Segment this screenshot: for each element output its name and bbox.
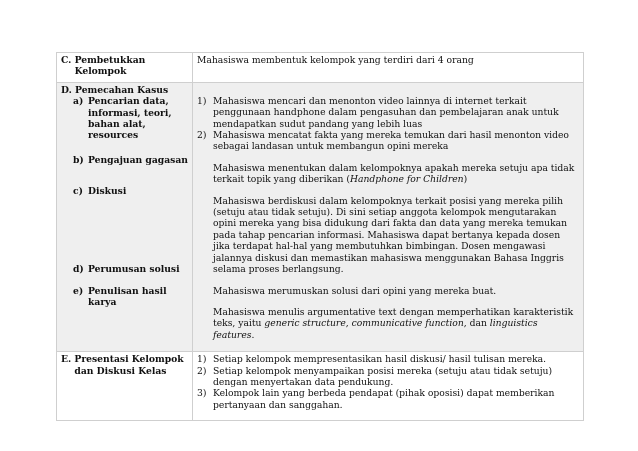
row-e-label — [57, 352, 193, 421]
row-c-label-line1: Pembetukkan — [74, 55, 146, 66]
row-e — [57, 352, 584, 421]
a-item-1-num: 1) — [197, 95, 207, 107]
a-item-2-text: Mahasiswa mencatat fakta yang mereka temukan dari hasil menonton video sebagai landasan untuk membangun opini mereka — [213, 130, 569, 153]
sub-e-label: Penulisan hasil karya — [88, 286, 167, 309]
c-text: Mahasiswa berdiskusi dalam kelompoknya terkait posisi yang mereka pilih (setuju atau tidak setuju). Di sini setiap anggota kelompok mengutarakan opini mereka yang bisa didukung dari fakta dan data yang mereka temukan pada tahap pencarian informasi. Mahasiswa dapat bertanya kepada dosen jika terdapat hal-hal yang membutuhkan bimbingan. Dosen mengawasi jalannya diskusi dan memastikan mahasiswa menggunakan Bahasa Inggris selama proses berlangsung. — [213, 195, 568, 276]
row-c-code: C. — [61, 55, 72, 66]
row-d-code: D. — [61, 84, 72, 96]
sub-c-key: c) — [73, 186, 83, 198]
row-d-label — [57, 82, 193, 351]
sub-a-label: Pencarian data, informasi, teori, bahan alat, resources — [88, 96, 172, 142]
row-c-label-line2: Kelompok — [74, 66, 127, 78]
sub-b — [61, 155, 188, 166]
e-item-2 — [197, 366, 579, 389]
row-e-content — [193, 352, 584, 421]
a-item-2-num: 2) — [197, 130, 207, 142]
b-text — [197, 163, 579, 186]
a-item-2 — [197, 130, 579, 153]
e-text-main: Mahasiswa menulis argumentative text dengan memperhatikan karakteristik teks, yaitu — [213, 306, 574, 330]
e-text-italic-1: generic structure — [264, 318, 346, 330]
b-text-main: Mahasiswa menentukan dalam kelompoknya apakah mereka setuju apa tidak terkait topik yang diberikan ( — [213, 162, 575, 186]
e-text-sep-1: , — [345, 318, 352, 330]
row-c — [57, 53, 584, 83]
a-item-1 — [197, 96, 579, 130]
row-e-label-line1: Presentasi Kelompok — [74, 354, 184, 366]
e-item-3-num: 3) — [197, 388, 207, 400]
row-c-label — [57, 53, 193, 83]
e-text-italic-3: linguistics features — [213, 318, 538, 341]
row-e-label-line2: dan Diskusi Kelas — [74, 365, 167, 377]
row-d-content — [193, 82, 584, 351]
sub-d — [61, 264, 188, 275]
sub-e — [61, 286, 188, 309]
e-text — [197, 307, 579, 341]
sub-c — [61, 186, 188, 197]
sub-b-key: b) — [73, 154, 84, 166]
row-d — [57, 82, 584, 351]
e-item-2-num: 2) — [197, 365, 207, 377]
e-item-2-text: Setiap kelompok menyampaikan posisi mereka (setuju atau tidak setuju) dengan menyertakan data pendukung. — [213, 365, 553, 388]
sub-c-label: Diskusi — [88, 186, 127, 198]
e-text-italic-2: communicative function — [351, 318, 464, 330]
e-item-1 — [197, 354, 579, 365]
lesson-plan-table — [56, 52, 584, 421]
b-text-end: ) — [463, 174, 468, 186]
row-c-content: Mahasiswa membentuk kelompok yang terdiri dari 4 orang — [193, 53, 584, 83]
e-item-1-num: 1) — [197, 354, 207, 366]
sub-a — [61, 96, 188, 142]
sub-a-key: a) — [73, 96, 84, 108]
b-text-italic: Handphone for Children — [349, 174, 464, 186]
a-item-1-text: Mahasiswa mencari dan menonton video lainnya di internet terkait penggunaan handphone dalam pengasuhan dan pembelajaran anak untuk mendapatkan sudut pandang yang lebih luas — [213, 95, 559, 130]
sub-d-key: d) — [73, 263, 84, 275]
e-text-sep-2: , dan — [463, 318, 490, 330]
sub-d-label: Perumusan solusi — [88, 263, 180, 275]
e-text-end: . — [251, 329, 255, 341]
sub-e-key: e) — [73, 286, 84, 298]
d-text: Mahasiswa merumuskan solusi dari opini yang mereka buat. — [213, 285, 497, 297]
e-item-1-text: Setiap kelompok mempresentasikan hasil diskusi/ hasil tulisan mereka. — [213, 354, 547, 366]
sub-b-label: Pengajuan gagasan — [88, 154, 188, 166]
e-item-3 — [197, 388, 579, 411]
row-e-code: E. — [61, 354, 72, 366]
e-item-3-text: Kelompok lain yang berbeda pendapat (pihak oposisi) dapat memberikan pertanyaan dan sanggahan. — [213, 388, 555, 411]
row-d-title: Pemecahan Kasus — [75, 84, 169, 96]
